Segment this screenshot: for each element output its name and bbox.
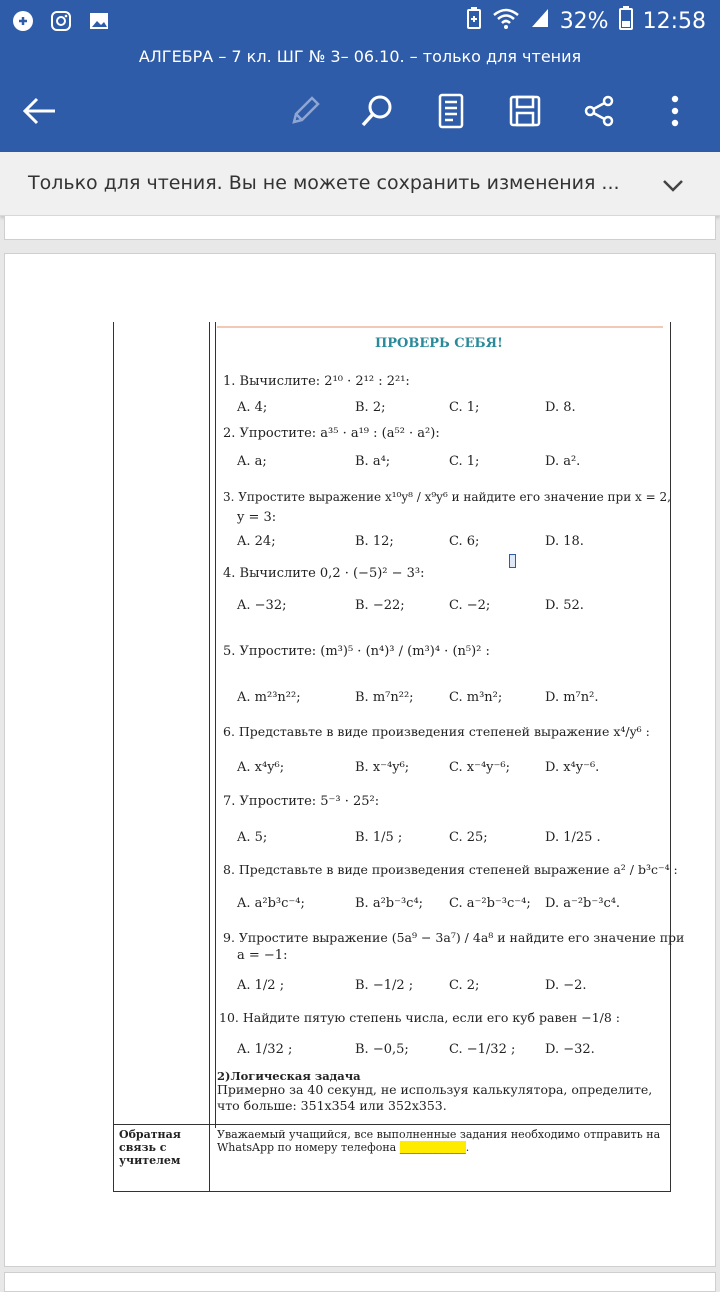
answer-5b: B. m⁷n²²; xyxy=(355,690,414,705)
answer-9d: D. −2. xyxy=(545,978,587,993)
battery-icon xyxy=(619,6,633,36)
save-button[interactable] xyxy=(500,86,550,136)
answer-4a: A. −32; xyxy=(237,598,287,613)
answer-10c: C. −1/32 ; xyxy=(449,1042,516,1057)
chevron-down-icon[interactable] xyxy=(660,172,686,198)
question-3-cont: y = 3: xyxy=(237,510,277,525)
answer-7d: D. 1/25 . xyxy=(545,830,601,845)
answer-5c: C. m³n²; xyxy=(449,690,503,705)
question-1: 1. Вычислите: 2¹⁰ · 2¹² : 2²¹: xyxy=(223,374,410,389)
answer-9b: B. −1/2 ; xyxy=(355,978,414,993)
next-page xyxy=(4,1272,716,1292)
instagram-icon xyxy=(48,8,74,34)
status-bar xyxy=(0,0,720,44)
answer-5d: D. m⁷n². xyxy=(545,690,599,705)
read-only-notice[interactable] xyxy=(0,152,720,216)
answer-1b: B. 2; xyxy=(355,400,386,415)
text-cursor-handle[interactable] xyxy=(509,554,516,568)
save-icon xyxy=(508,94,542,128)
decorative-line xyxy=(217,326,663,328)
battery-level: 32% xyxy=(559,8,609,34)
back-button[interactable] xyxy=(14,86,64,136)
answer-2b: B. a⁴; xyxy=(355,454,391,469)
section-heading: ПРОВЕРЬ СЕБЯ! xyxy=(375,336,503,351)
document-view-icon xyxy=(437,93,465,129)
document-title: АЛГЕБРА – 7 кл. ШГ № 3– 06.10. – только для чтения xyxy=(0,44,720,70)
table-row-divider xyxy=(113,1124,671,1125)
answer-6a: A. x⁴y⁶; xyxy=(237,760,285,775)
more-options-button[interactable] xyxy=(650,86,700,136)
answer-9c: C. 2; xyxy=(449,978,480,993)
table-border-left xyxy=(113,322,114,1192)
battery-saver-icon xyxy=(466,6,482,36)
question-4: 4. Вычислите 0,2 · (−5)² − 3³: xyxy=(223,566,425,581)
read-only-notice-text: Только для чтения. Вы не можете сохранить изменения ... xyxy=(28,172,620,194)
answer-3d: D. 18. xyxy=(545,534,584,549)
feedback-text xyxy=(217,1128,673,1154)
edit-button[interactable] xyxy=(280,86,330,136)
feedback-period: . xyxy=(465,1141,470,1154)
reading-view-button[interactable] xyxy=(426,86,476,136)
image-border-left xyxy=(215,322,216,1128)
search-icon xyxy=(359,93,395,129)
answer-7c: C. 25; xyxy=(449,830,488,845)
more-vertical-icon xyxy=(670,94,680,128)
wifi-icon xyxy=(492,7,520,35)
answer-3b: B. 12; xyxy=(355,534,394,549)
table-border-bottom xyxy=(113,1191,671,1192)
document-content xyxy=(113,322,685,1192)
answer-1d: D. 8. xyxy=(545,400,576,415)
question-5: 5. Упростите: (m³)⁵ · (n⁴)³ / (m³)⁴ · (n⁵)² : xyxy=(223,644,490,659)
question-6: 6. Представьте в виде произведения степеней выражение x⁴/y⁶ : xyxy=(223,724,650,739)
answer-4d: D. 52. xyxy=(545,598,584,613)
answer-9a: A. 1/2 ; xyxy=(237,978,285,993)
previous-page xyxy=(4,216,716,240)
feedback-label: Обратная связь с учителем xyxy=(119,1128,181,1167)
answer-3a: A. 24; xyxy=(237,534,276,549)
game-icon xyxy=(10,8,36,34)
question-3: 3. Упростите выражение x¹⁰y⁸ / x⁹y⁶ и найдите его значение при x = 2, xyxy=(223,490,671,504)
answer-8c: C. a⁻²b⁻³c⁻⁴; xyxy=(449,896,531,911)
question-8: 8. Представьте в виде произведения степеней выражение a² / b³c⁻⁴ : xyxy=(223,862,678,877)
question-2: 2. Упростите: a³⁵ · a¹⁹ : (a⁵² · a²): xyxy=(223,426,440,441)
answer-10d: D. −32. xyxy=(545,1042,595,1057)
answer-2d: D. a². xyxy=(545,454,581,469)
document-page xyxy=(4,253,716,1267)
logic-task-title: 2)Логическая задача xyxy=(217,1069,361,1083)
answer-7b: B. 1/5 ; xyxy=(355,830,403,845)
search-button[interactable] xyxy=(352,86,402,136)
clock: 12:58 xyxy=(642,8,706,34)
answer-10a: A. 1/32 ; xyxy=(237,1042,293,1057)
share-button[interactable] xyxy=(574,86,624,136)
question-10: 10. Найдите пятую степень числа, если его куб равен −1/8 : xyxy=(219,1010,621,1025)
answer-3c: C. 6; xyxy=(449,534,480,549)
share-icon xyxy=(582,94,616,128)
phone-number-blank: ____________ xyxy=(399,1141,466,1154)
logic-task-text: Примерно за 40 секунд, не используя калькулятора, определите, что больше: 351x354 или 352x353. xyxy=(217,1082,653,1113)
feedback-message: Уважаемый учащийся, все выполненные задания необходимо отправить на WhatsApp по номеру телефона xyxy=(217,1128,661,1154)
answer-2a: A. a; xyxy=(237,454,267,469)
table-border-right xyxy=(670,322,671,1192)
table-column-divider xyxy=(209,322,210,1192)
toolbar xyxy=(0,70,720,152)
question-9-cont: a = −1: xyxy=(237,948,288,963)
answer-4b: B. −22; xyxy=(355,598,405,613)
answer-8b: B. a²b⁻³c⁴; xyxy=(355,896,424,911)
answer-8d: D. a⁻²b⁻³c⁴. xyxy=(545,896,621,911)
answer-8a: A. a²b³c⁻⁴; xyxy=(237,896,305,911)
signal-icon xyxy=(530,7,550,35)
answer-6b: B. x⁻⁴y⁶; xyxy=(355,760,410,775)
question-7: 7. Упростите: 5⁻³ · 25²: xyxy=(223,794,380,809)
answer-7a: A. 5; xyxy=(237,830,268,845)
gallery-icon xyxy=(86,8,112,34)
answer-2c: C. 1; xyxy=(449,454,480,469)
answer-5a: A. m²³n²²; xyxy=(237,690,301,705)
pencil-icon xyxy=(288,94,322,128)
answer-10b: B. −0,5; xyxy=(355,1042,409,1057)
answer-6c: C. x⁻⁴y⁻⁶; xyxy=(449,760,510,775)
answer-6d: D. x⁴y⁻⁶. xyxy=(545,760,600,775)
arrow-left-icon xyxy=(21,96,57,126)
answer-1c: C. 1; xyxy=(449,400,480,415)
question-9: 9. Упростите выражение (5a⁹ − 3a⁷) / 4a⁸ и найдите его значение при xyxy=(223,930,685,945)
answer-4c: C. −2; xyxy=(449,598,491,613)
answer-1a: A. 4; xyxy=(237,400,268,415)
